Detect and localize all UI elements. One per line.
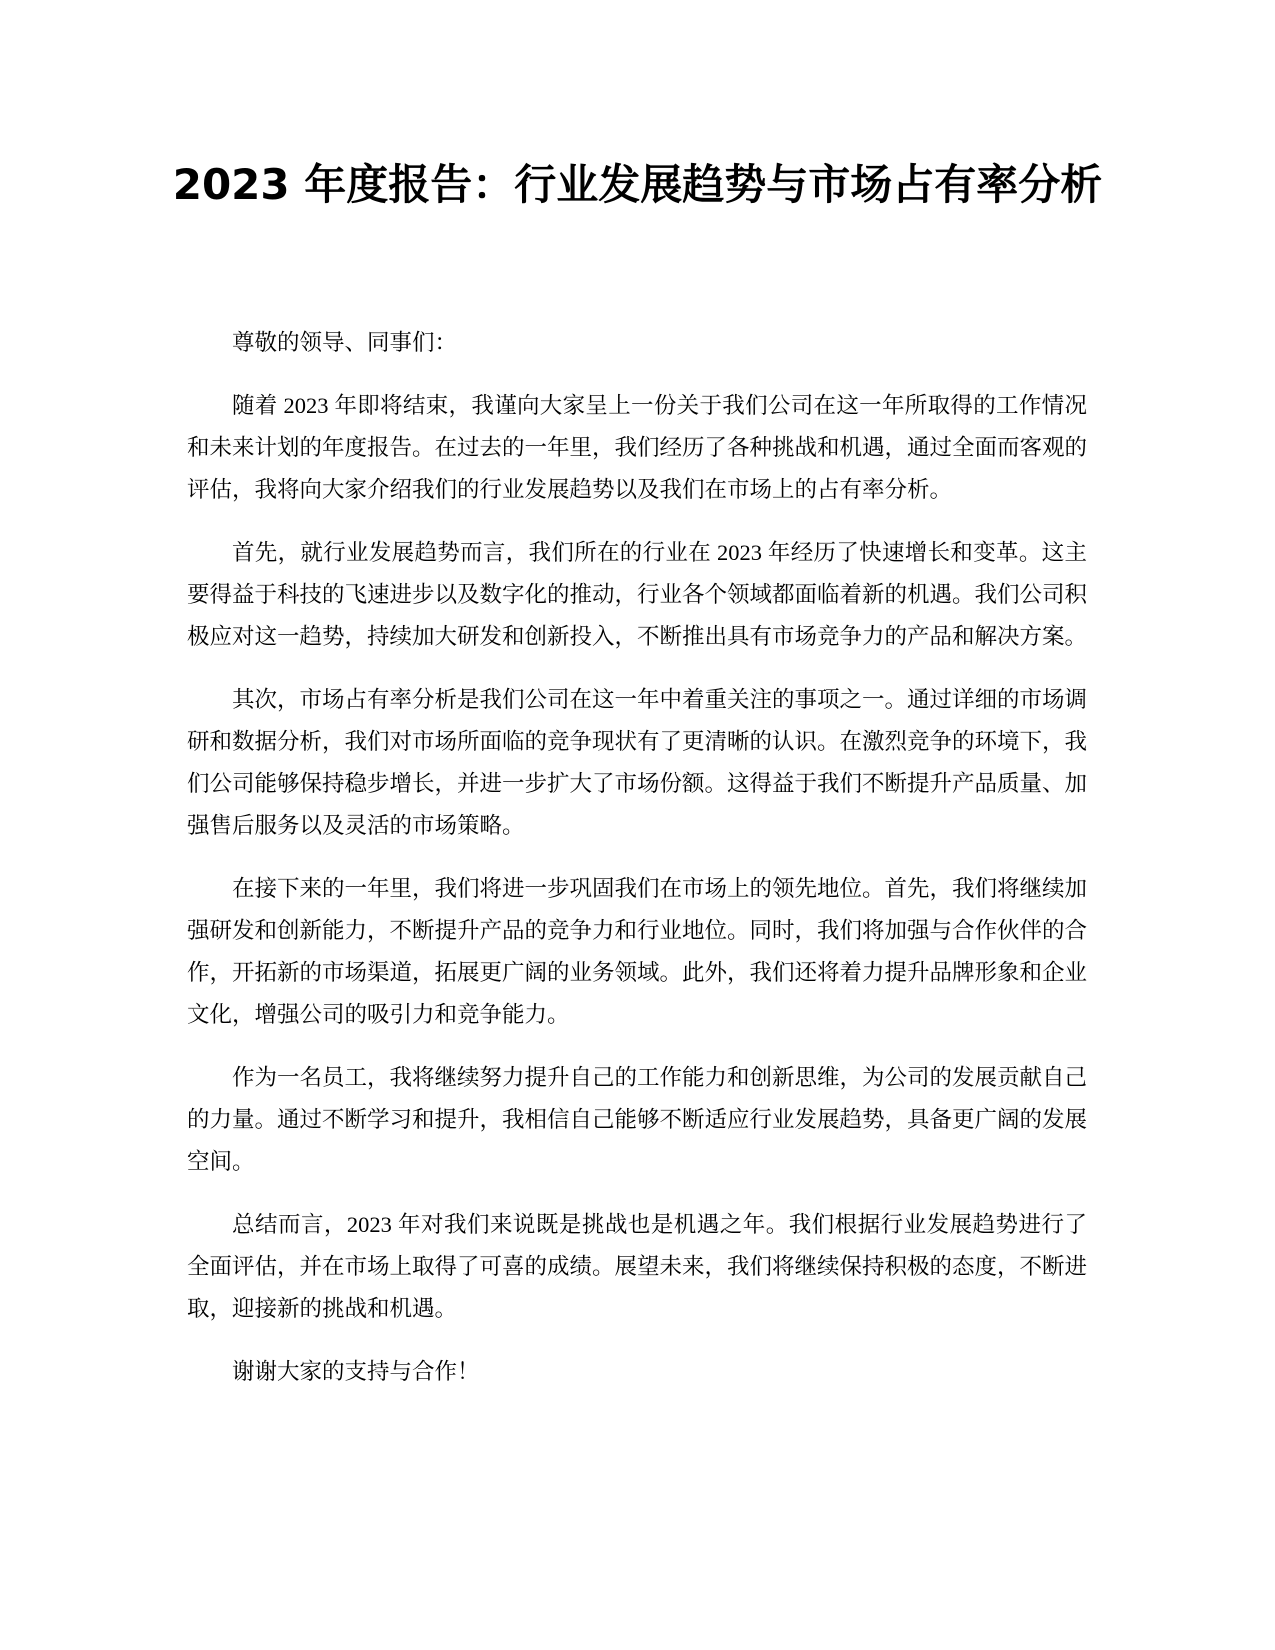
paragraph-intro: 随着 2023 年即将结束，我谨向大家呈上一份关于我们公司在这一年所取得的工作情况和未来计划的年度报告。在过去的一年里，我们经历了各种挑战和机遇，通过全面而客观的评估，我将向大家介绍我们的行业发展趋势以及我们在市场上的占有率分析。 [187, 393, 1088, 502]
document-title: 2023 年度报告：行业发展趋势与市场占有率分析 [172, 160, 1103, 209]
paragraph-personal-commitment: 作为一名员工，我将继续努力提升自己的工作能力和创新思维，为公司的发展贡献自己的力量。通过不断学习和提升，我相信自己能够不断适应行业发展趋势，具备更广阔的发展空间。 [187, 1065, 1088, 1174]
paragraph-market-share: 其次，市场占有率分析是我们公司在这一年中着重关注的事项之一。通过详细的市场调研和数据分析，我们对市场所面临的竞争现状有了更清晰的认识。在激烈竞争的环境下，我们公司能够保持稳步增长，并进一步扩大了市场份额。这得益于我们不断提升产品质量、加强售后服务以及灵活的市场策略。 [187, 687, 1088, 838]
closing: 谢谢大家的支持与合作！ [232, 1359, 480, 1384]
document-body [187, 322, 1087, 1414]
salutation: 尊敬的领导、同事们： [232, 330, 458, 355]
paragraph-industry-trends: 首先，就行业发展趋势而言，我们所在的行业在 2023 年经历了快速增长和变革。这主要得益于科技的飞速进步以及数字化的推动，行业各个领域都面临着新的机遇。我们公司积极应对这一趋势，持续加大研发和创新投入，不断推出具有市场竞争力的产品和解决方案。 [187, 540, 1088, 649]
paragraph-summary: 总结而言，2023 年对我们来说既是挑战也是机遇之年。我们根据行业发展趋势进行了全面评估，并在市场上取得了可喜的成绩。展望未来，我们将继续保持积极的态度，不断进取，迎接新的挑战和机遇。 [187, 1212, 1088, 1321]
paragraph-next-year-plan: 在接下来的一年里，我们将进一步巩固我们在市场上的领先地位。首先，我们将继续加强研发和创新能力，不断提升产品的竞争力和行业地位。同时，我们将加强与合作伙伴的合作，开拓新的市场渠道，拓展更广阔的业务领域。此外，我们还将着力提升品牌形象和企业文化，增强公司的吸引力和竞争能力。 [187, 876, 1088, 1027]
